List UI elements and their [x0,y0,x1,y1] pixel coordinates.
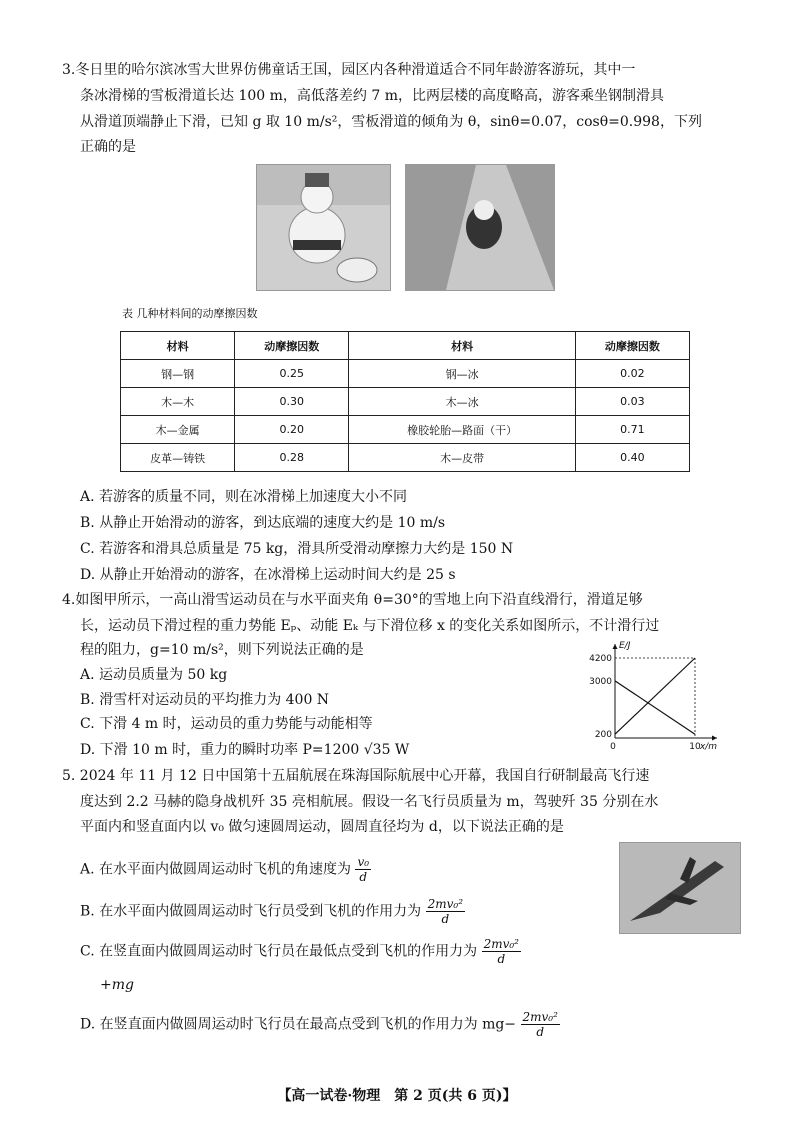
table-cell: 皮革—铸铁 [121,444,235,472]
x-tick-label: 0 [610,742,616,752]
table-cell: 0.25 [235,360,349,388]
x-axis-label: x/m [699,742,717,752]
table-cell: 0.30 [235,388,349,416]
friction-table [120,331,690,472]
snowman-slide-photo [256,164,391,291]
series-line-2 [615,658,695,734]
page-footer: 【高一试卷·物理 第 2 页(共 6 页)】 [277,1088,517,1104]
q3-line-2: 条冰滑梯的雪板滑道长达 100 m，高低落差约 7 m，比两层楼的高度略高，游客乘坐钢制滑具 [80,88,664,104]
fraction [521,1010,560,1039]
q4-option-a: A. 运动员质量为 50 kg [80,667,228,683]
table-header: 动摩擦因数 [235,332,349,360]
denominator: d [536,1025,545,1039]
table-cell: 木—冰 [349,388,575,416]
q3-line-1: 3.冬日里的哈尔滨冰雪大世界仿佛童话王国，园区内各种滑道适合不同年龄游客游玩，其中一 [62,62,636,78]
q4-option-c: C. 下滑 4 m 时，运动员的重力势能与动能相等 [80,716,373,732]
denominator: d [497,952,506,966]
y-tick-label: 200 [594,730,612,741]
numerator: 2mv₀² [483,937,519,951]
table-cell: 木—皮带 [349,444,575,472]
table-cell: 0.40 [575,444,689,472]
table-caption: 表 几种材料间的动摩擦因数 [122,307,258,320]
q5-option-c-tail: +mg [100,977,134,993]
q3-line-3: 从滑道顶端静止下滑，已知 g 取 10 m/s²，雪板滑道的倾角为 θ，sinθ=0.07，cosθ=0.998，下列 [80,114,702,130]
fraction [426,897,465,926]
q5-option-d [80,1010,560,1039]
ice-slide-rider-photo [405,164,555,291]
x-tick-label: 10 [689,742,701,752]
q3-line-4: 正确的是 [80,139,136,155]
x-axis-arrow [712,736,717,741]
table-cell: 0.03 [575,388,689,416]
q5-option-d-text: D. 在竖直面内做圆周运动时飞行员在最高点受到飞机的作用力为 mg− [80,1016,517,1033]
q5-line-1: 5. 2024 年 11 月 12 日中国第十五届航展在珠海国际航展中心开幕，我国自行研制最高飞行速 [62,768,650,784]
table-header: 动摩擦因数 [575,332,689,360]
denominator: d [359,870,368,884]
q5-option-b-text: B. 在水平面内做圆周运动时飞行员受到飞机的作用力为 [80,903,422,920]
table-row [121,444,690,472]
q3-option-a: A. 若游客的质量不同，则在冰滑梯上加速度大小不同 [80,489,408,505]
stealth-fighter-photo [619,842,741,934]
table-row [121,360,690,388]
q3-option-c: C. 若游客和滑具总质量是 75 kg，滑具所受滑动摩擦力大约是 150 N [80,541,514,557]
q3-option-d: D. 从静止开始滑动的游客，在冰滑梯上运动时间大约是 25 s [80,567,456,583]
y-tick-label: 3000 [589,676,612,687]
table-cell: 钢—冰 [349,360,575,388]
table-cell: 橡胶轮胎—路面（干） [349,416,575,444]
q3-option-b: B. 从静止开始滑动的游客，到达底端的速度大约是 10 m/s [80,515,446,531]
q5-option-a-text: A. 在水平面内做圆周运动时飞机的角速度为 [80,861,352,878]
table-header: 材料 [349,332,575,360]
q4-option-d: D. 下滑 10 m 时，重力的瞬时功率 P=1200 √35 W [80,742,410,758]
table-header: 材料 [121,332,235,360]
q5-line-3: 平面内和竖直面内以 v₀ 做匀速圆周运动，圆周直径均为 d，以下说法正确的是 [80,819,564,835]
energy-displacement-chart [585,638,735,753]
y-axis-label: E/J [619,641,631,651]
q5-line-2: 度达到 2.2 马赫的隐身战机歼 35 亮相航展。假设一名飞行员质量为 m，驾驶歼 35 分别在水 [80,794,659,810]
table-cell: 木—金属 [121,416,235,444]
q5-option-c-text: C. 在竖直面内做圆周运动时飞行员在最低点受到飞机的作用力为 [80,943,478,960]
table-cell: 0.71 [575,416,689,444]
q4-line-3: 程的阻力，g=10 m/s²，则下列说法正确的是 [80,642,364,658]
table-cell: 0.28 [235,444,349,472]
table-header-row [121,332,690,360]
table-cell: 0.02 [575,360,689,388]
q4-line-2: 长，运动员下滑过程的重力势能 Eₚ、动能 Eₖ 与下滑位移 x 的变化关系如图所示，不计滑行过 [80,618,660,634]
series-line-1 [615,681,695,734]
denominator: d [441,912,450,926]
table-row [121,416,690,444]
q4-line-1: 4.如图甲所示，一高山滑雪运动员在与水平面夹角 θ=30°的雪地上向下沿直线滑行，滑道足够 [62,592,643,608]
fraction [355,855,371,884]
table-cell: 0.20 [235,416,349,444]
fraction [482,937,521,966]
numerator: 2mv₀² [522,1010,558,1024]
table-cell: 钢—钢 [121,360,235,388]
numerator: 2mv₀² [427,897,464,911]
y-tick-label: 4200 [589,654,612,664]
y-axis-arrow [613,644,618,649]
q5-option-b [80,897,465,926]
q5-option-a [80,855,371,884]
q4-option-b: B. 滑雪杆对运动员的平均推力为 400 N [80,692,330,708]
numerator: v₀ [357,855,370,869]
table-cell: 木—木 [121,388,235,416]
q5-option-c [80,937,521,966]
table-row [121,388,690,416]
